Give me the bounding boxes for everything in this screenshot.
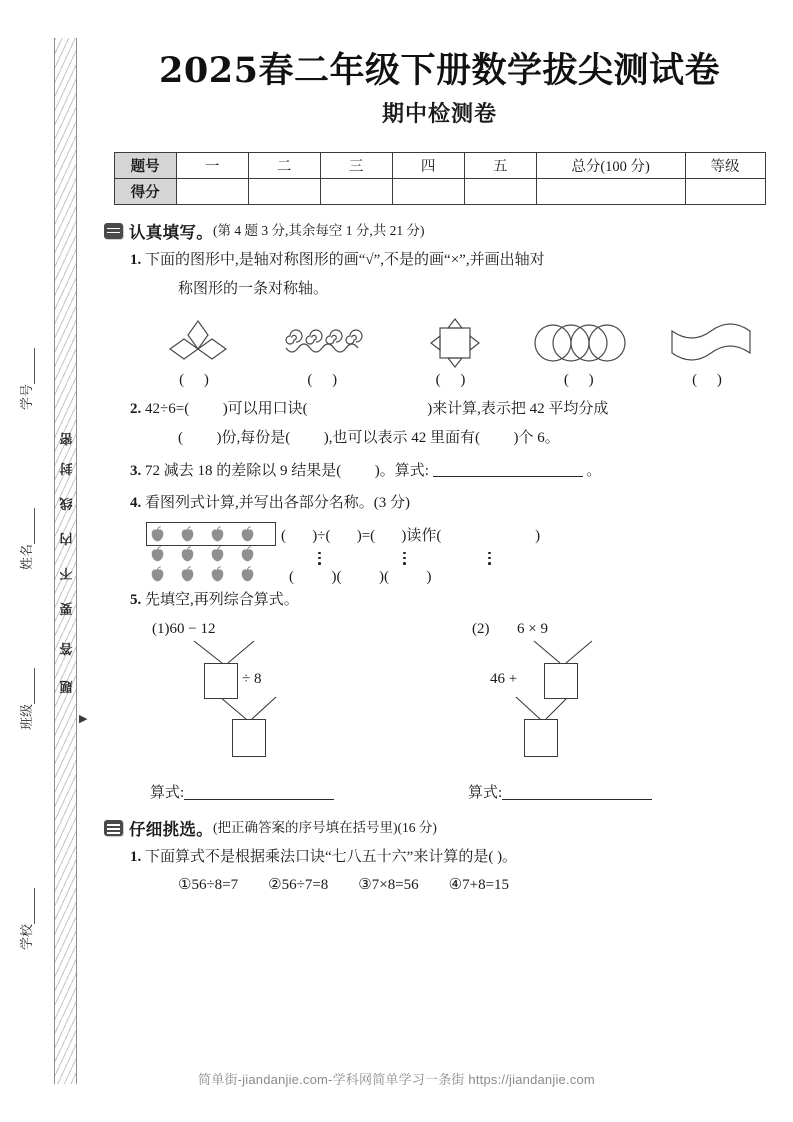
flow-1-operator: ÷ 8 <box>242 671 262 688</box>
three-rhombi-figure <box>142 316 254 370</box>
score-cell-3[interactable] <box>392 178 464 204</box>
figure-item-1 <box>270 316 382 389</box>
square-with-points-figure <box>399 316 511 370</box>
score-table-col-0: 一 <box>176 152 248 178</box>
figure-item-0 <box>142 316 254 389</box>
question-1-4-prompt: 看图列式计算,并写出各部分名称。(3 分) <box>145 494 410 511</box>
score-cell-2[interactable] <box>320 178 392 204</box>
page-subtitle: 期中检测卷 <box>381 100 497 126</box>
question-1-3-text-a: 72 减去 18 的差除以 9 结果是( <box>145 462 342 479</box>
flow-1-answer-line[interactable] <box>184 784 334 800</box>
connector-dots-2 <box>485 549 494 567</box>
section-two <box>104 816 793 893</box>
apple-icon <box>150 566 165 582</box>
spiral-wave-figure <box>270 316 382 370</box>
seal-word-7: 题 <box>59 679 73 694</box>
option-2[interactable]: ②56÷7=8 <box>268 876 329 893</box>
flow-2-answer-label: 算式: <box>468 785 503 802</box>
question-1-5-answer-lines <box>104 779 793 802</box>
apple-grid <box>150 524 255 586</box>
figure-paren-0[interactable]: ( ) <box>179 372 217 388</box>
section-one <box>104 219 793 803</box>
flow-1-label: (1) <box>152 621 170 638</box>
question-1-2-line2 <box>178 424 793 453</box>
seal-field-rule-3 <box>19 888 35 924</box>
figure-item-4 <box>655 316 767 389</box>
flow-1-answer <box>150 781 468 802</box>
question-2-1-options <box>178 875 793 894</box>
score-cell-0[interactable] <box>176 178 248 204</box>
seal-hatch-strip <box>55 38 76 1084</box>
figure-item-3 <box>527 316 639 389</box>
flow-2-box-2[interactable] <box>524 719 558 757</box>
seal-word-1: 封 <box>59 461 73 476</box>
question-1-3-number: 3. <box>130 462 142 479</box>
section-two-title: 仔细挑选。 <box>129 820 213 840</box>
seal-word-3: 内 <box>59 531 73 546</box>
score-cell-6[interactable] <box>685 178 765 204</box>
section-one-title: 认真填写。 <box>129 222 213 242</box>
exam-page <box>86 0 793 1122</box>
seal-field-rule-1 <box>19 508 35 544</box>
figure-item-2 <box>399 316 511 389</box>
question-1-2-part-b2: )份,每份是( <box>216 430 291 447</box>
question-1-4-number: 4. <box>130 494 142 511</box>
section-one-note: (第 4 题 3 分,其余每空 1 分,共 21 分) <box>213 222 425 238</box>
option-3[interactable]: ③7×8=56 <box>358 876 419 893</box>
question-2-1-number: 1. <box>130 849 142 866</box>
seal-field-label-3: 学校 <box>19 923 34 950</box>
question-1-2-part-b1: ( <box>178 430 183 447</box>
apple-icon <box>180 546 195 562</box>
apple-group-box <box>146 522 276 546</box>
apple-icon <box>180 566 195 582</box>
question-1-3-text-b: )。算式: <box>374 462 429 479</box>
score-table <box>114 152 766 205</box>
seal-word-5: 要 <box>59 601 73 616</box>
page-title: 2025春二年级下册数学拔尖测试卷 <box>159 50 720 91</box>
seal-word-4: 不 <box>59 566 73 581</box>
seal-field-label-2: 班级 <box>19 703 34 730</box>
question-1-3-text-c: 。 <box>586 462 602 479</box>
apple-icon <box>210 546 225 562</box>
question-1-2-number: 2. <box>130 401 142 417</box>
score-table-col-4: 五 <box>464 152 536 178</box>
question-1-4-equation-area <box>281 524 540 586</box>
question-1-4-figure-area <box>150 524 793 586</box>
figure-paren-4[interactable]: ( ) <box>692 372 730 388</box>
seal-field-rule-0 <box>19 348 35 384</box>
question-1-5-diagrams <box>150 619 793 779</box>
seal-field-label-1: 姓名 <box>19 543 34 570</box>
connector-dots-0 <box>315 549 324 567</box>
section-one-heading <box>104 219 793 243</box>
figure-paren-3[interactable]: ( ) <box>563 372 602 388</box>
flow-2-box-1[interactable] <box>544 663 578 699</box>
seal-arrow-icon: ▶ <box>79 713 88 725</box>
question-1-2-part-b3: ),也可以表示 42 里面有( <box>323 430 480 447</box>
seal-field-student-name[interactable] <box>16 430 35 570</box>
apple-icon <box>210 566 225 582</box>
figure-paren-2[interactable]: ( ) <box>435 372 474 388</box>
score-table-col-1: 二 <box>248 152 320 178</box>
question-1-2-part-a2: )可以用口诀( <box>222 401 308 417</box>
footer-watermark: 简单街-jiandanjie.com-学科网简单学习一条街 https://jiandanjie.com <box>198 1072 595 1087</box>
seal-field-rule-2 <box>19 668 35 704</box>
flow-2-operator: 46 + <box>490 671 518 688</box>
question-1-5-prompt: 先填空,再列综合算式。 <box>145 592 299 609</box>
apple-row-1 <box>150 546 255 562</box>
seal-field-label-0: 学号 <box>19 383 34 410</box>
equation-part-connectors <box>281 549 540 567</box>
question-1-1-line2: 称图形的一条对称轴。 <box>178 280 329 297</box>
figure-paren-1[interactable]: ( ) <box>307 372 346 388</box>
flow-diagram-2 <box>468 619 768 779</box>
score-table-col-6: 等级 <box>685 152 765 178</box>
section-two-heading <box>104 816 793 840</box>
flow-1-top-expression: 60 − 12 <box>169 621 216 638</box>
apple-row-2 <box>150 566 255 582</box>
seal-margin <box>0 0 86 1122</box>
flow-diagram-1 <box>150 619 450 779</box>
title-block <box>86 0 793 128</box>
wavy-ribbon-figure <box>655 316 767 370</box>
flow-2-label: (2) <box>472 621 490 638</box>
score-table-row-label-0: 题号 <box>114 152 176 178</box>
table-row-scores <box>114 178 765 204</box>
four-overlapping-circles-figure <box>527 316 639 370</box>
answer-line-3[interactable] <box>433 461 583 477</box>
question-1-1 <box>130 246 793 305</box>
score-cell-1[interactable] <box>248 178 320 204</box>
option-4[interactable]: ④7+8=15 <box>448 876 510 893</box>
seal-word-2: 线 <box>59 496 73 511</box>
flow-2-answer <box>468 781 652 802</box>
question-1-1-line1: 下面的图形中,是轴对称图形的画“√”,不是的画“×”,并画出轴对 <box>145 251 545 268</box>
question-1-4-name-parens[interactable]: ( )( )( ) <box>289 569 432 586</box>
question-1-4 <box>130 489 793 518</box>
question-1-4-equation[interactable]: ( )÷( )=( )读作( ) <box>281 528 541 544</box>
score-table-col-3: 四 <box>392 152 464 178</box>
seal-field-student-number[interactable] <box>16 270 35 410</box>
score-cell-5[interactable] <box>536 178 685 204</box>
section-two-note: (把正确答案的序号填在括号里)(16 分) <box>213 820 437 836</box>
question-2-1-text[interactable]: 下面算式不是根据乘法口诀“七八五十六”来计算的是( )。 <box>145 849 518 866</box>
seal-field-class[interactable] <box>16 590 35 730</box>
apple-icon <box>240 566 255 582</box>
score-table-row-label-1: 得分 <box>114 178 176 204</box>
question-1-3 <box>130 457 793 486</box>
question-1-2-part-b4: )个 6。 <box>513 430 560 447</box>
question-1-2 <box>130 395 793 454</box>
flow-2-answer-line[interactable] <box>502 784 652 800</box>
question-1-5 <box>130 586 793 615</box>
score-table-col-5: 总分(100 分) <box>536 152 685 178</box>
flow-1-box-1[interactable] <box>204 663 238 699</box>
seal-rule-right <box>76 38 77 1084</box>
flow-2-top-expression: 6 × 9 <box>517 621 548 638</box>
seal-field-school[interactable] <box>16 810 35 950</box>
table-row-headers <box>114 152 765 178</box>
score-table-col-2: 三 <box>320 152 392 178</box>
question-1-5-number: 5. <box>130 592 142 609</box>
seal-word-6: 答 <box>59 641 73 656</box>
seal-word-0: 密 <box>59 431 73 446</box>
question-1-1-number: 1. <box>130 251 142 268</box>
question-1-2-part-a1: 42÷6=( <box>145 401 190 417</box>
question-1-2-part-a3: )来计算,表示把 42 平均分成 <box>427 401 609 417</box>
section-one-badge-icon <box>104 223 123 239</box>
apple-icon <box>240 546 255 562</box>
score-cell-4[interactable] <box>464 178 536 204</box>
apple-icon <box>150 546 165 562</box>
symmetry-figure-row <box>142 316 767 389</box>
section-two-badge-icon <box>104 820 123 836</box>
flow-1-answer-label: 算式: <box>150 785 185 802</box>
question-2-1 <box>130 843 793 872</box>
flow-1-box-2[interactable] <box>232 719 266 757</box>
connector-dots-1 <box>400 549 409 567</box>
option-1[interactable]: ①56÷8=7 <box>178 876 239 893</box>
